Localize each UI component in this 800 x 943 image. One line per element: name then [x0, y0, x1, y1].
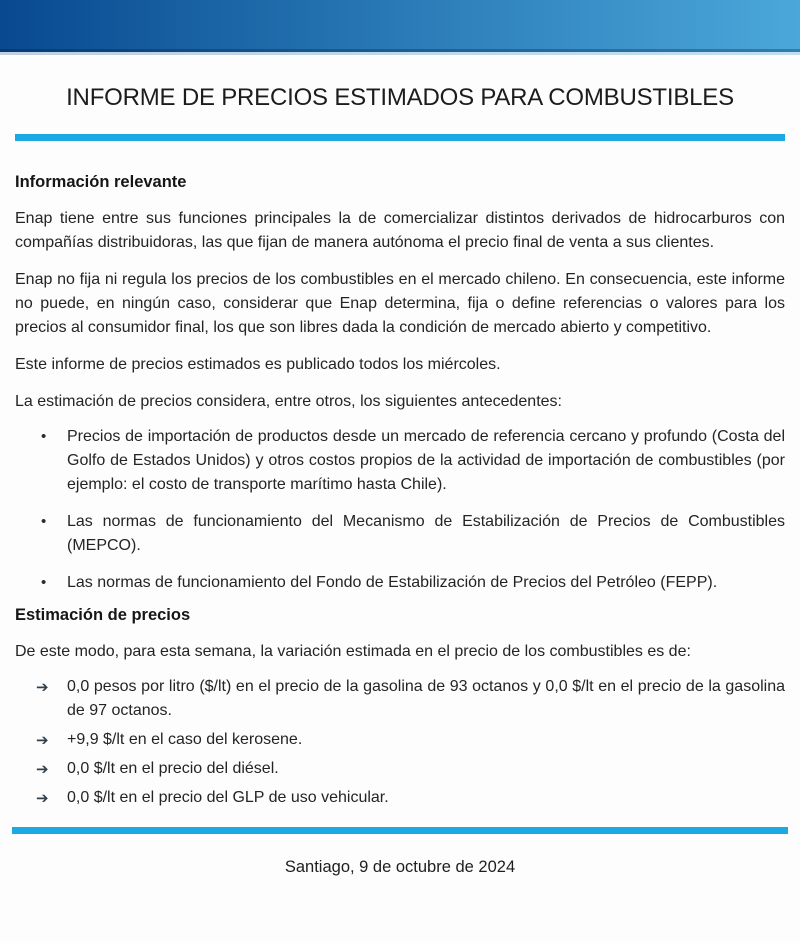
list-item [36, 728, 785, 752]
list-item [36, 675, 785, 723]
info-paragraph-1: Enap tiene entre sus funciones principales la de comercializar distintos derivados de hidrocarburos con compañías distribuidoras, las que fijan de manera autónoma el precio final de venta a sus clientes. [15, 210, 785, 251]
bullet-dot-icon: • [41, 513, 47, 530]
arrow-right-icon: ➔ [36, 760, 49, 778]
bullet-dot-icon: • [41, 428, 47, 445]
estimation-intro: De este modo, para esta semana, la variación estimada en el precio de los combustibles es de: [15, 643, 691, 660]
list-item-text: Las normas de funcionamiento del Fondo de Estabilización de Precios del Petróleo (FEPP). [67, 574, 718, 591]
list-item [36, 757, 785, 781]
footer-divider [12, 827, 788, 834]
page-title: INFORME DE PRECIOS ESTIMADOS PARA COMBUSTIBLES [66, 84, 734, 111]
header-banner-edge [0, 52, 800, 55]
arrow-right-icon: ➔ [36, 789, 49, 807]
arrow-right-icon: ➔ [36, 731, 49, 749]
footer-date: Santiago, 9 de octubre de 2024 [284, 858, 516, 876]
list-item-text: Precios de importación de productos desde un mercado de referencia cercano y profundo (Costa del Golfo de Estados Unidos) y otros costos propios de la actividad de importación de combustibles (por ejemplo: el costo de transporte marítimo hasta Chile). [67, 428, 785, 493]
info-section-heading: Información relevante [15, 173, 187, 191]
info-paragraph-3: Este informe de precios estimados es publicado todos los miércoles. [15, 356, 501, 373]
title-divider [15, 134, 785, 141]
info-paragraph-4: La estimación de precios considera, entre otros, los siguientes antecedentes: [15, 393, 562, 410]
header-gradient-banner [0, 0, 800, 52]
price-variation-list [15, 675, 785, 810]
list-item-text: 0,0 $/lt en el precio del diésel. [67, 760, 279, 777]
list-item [41, 425, 785, 497]
list-item [36, 786, 785, 810]
list-item-text: +9,9 $/lt en el caso del kerosene. [67, 731, 303, 748]
list-item [41, 571, 785, 595]
arrow-right-icon: ➔ [36, 678, 49, 696]
estimation-section-heading: Estimación de precios [15, 606, 191, 624]
list-item-text: 0,0 $/lt en el precio del GLP de uso vehicular. [67, 789, 389, 806]
list-item-text: Las normas de funcionamiento del Mecanismo de Estabilización de Precios de Combustibles (MEPCO). [67, 513, 785, 554]
document-body [0, 170, 800, 810]
info-paragraph-2: Enap no fija ni regula los precios de los combustibles en el mercado chileno. En consecuencia, este informe no puede, en ningún caso, considerar que Enap determina, fija o define referencias o valores para los precios al consumidor final, los que son libres dada la condición de mercado abierto y competitivo. [15, 271, 785, 336]
bullet-dot-icon: • [41, 574, 47, 591]
list-item [41, 510, 785, 558]
antecedents-list [15, 425, 785, 595]
list-item-text: 0,0 pesos por litro ($/lt) en el precio de la gasolina de 93 octanos y 0,0 $/lt en el precio de la gasolina de 97 octanos. [67, 678, 785, 719]
